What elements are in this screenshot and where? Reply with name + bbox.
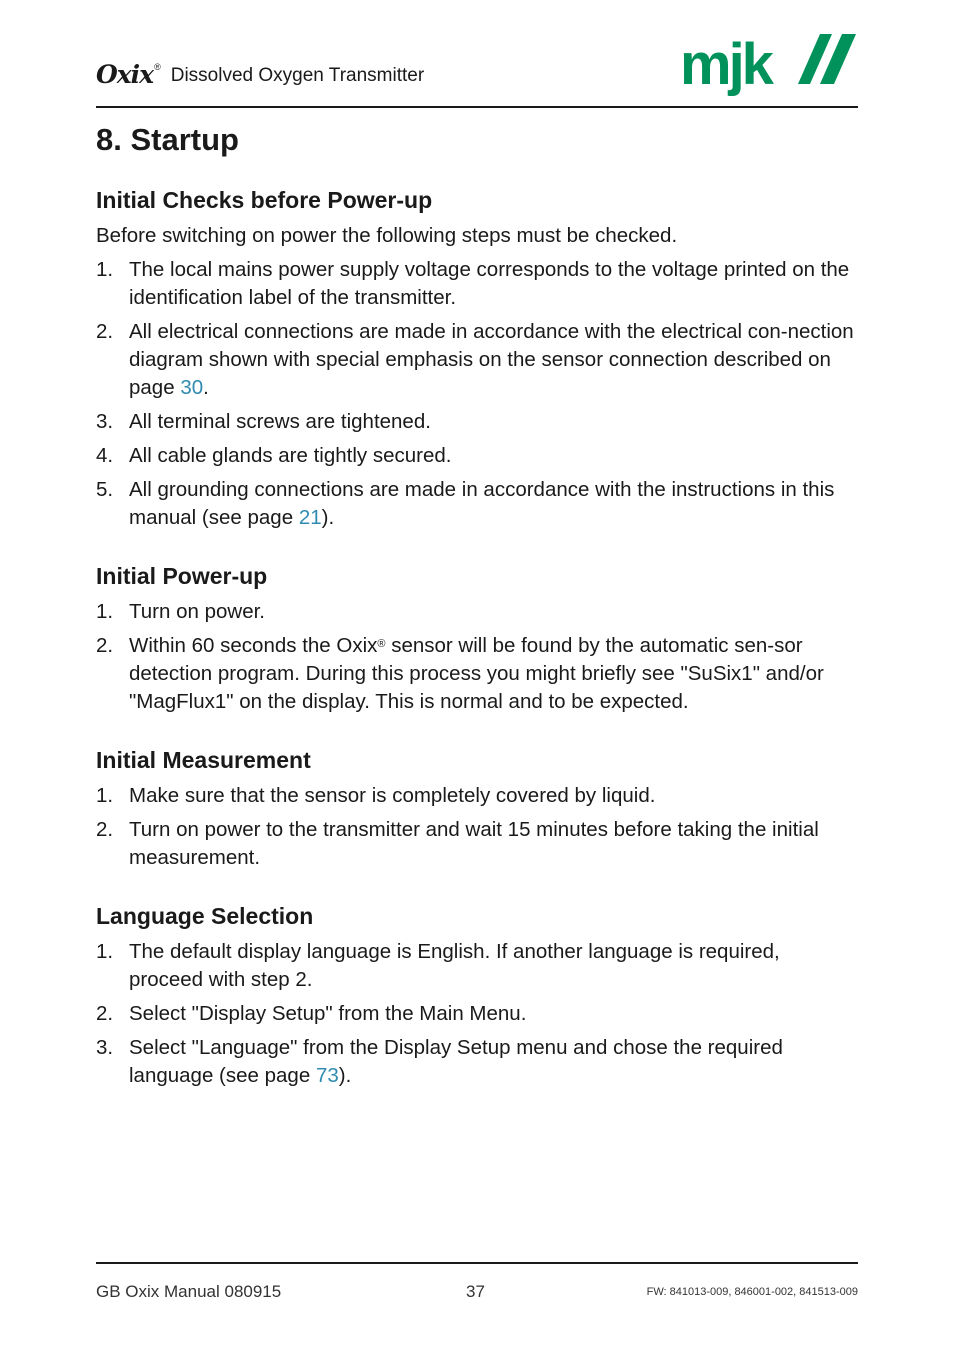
list-item	[96, 476, 856, 532]
list-number: 4.	[96, 444, 114, 467]
item-text-end: .	[203, 376, 209, 399]
section	[96, 184, 856, 532]
item-text: Within 60 seconds the Oxix	[129, 634, 378, 657]
list-number: 1.	[96, 258, 114, 281]
section-heading: Initial Checks before Power-up	[96, 187, 433, 213]
list-number: 2.	[96, 634, 114, 657]
section	[96, 560, 856, 716]
section-heading: Language Selection	[96, 903, 314, 929]
list-item	[96, 938, 856, 994]
list-number: 2.	[96, 818, 114, 841]
page-title: 8. Startup	[96, 122, 239, 157]
item-text-end: ).	[338, 1064, 352, 1087]
item-text-end: ).	[321, 506, 335, 529]
oxix-logo: Oxix	[96, 60, 154, 89]
page-header	[96, 30, 858, 108]
list-item	[96, 816, 856, 872]
page-number: 37	[466, 1282, 485, 1301]
list-item	[96, 408, 856, 436]
section-heading: Initial Power-up	[96, 563, 268, 589]
numbered-list	[96, 782, 856, 872]
list-number: 3.	[96, 1036, 114, 1059]
list-number: 3.	[96, 410, 114, 433]
registered-mark: ®	[154, 62, 161, 72]
item-text: All electrical connections are made in accordance with the electrical con-nection diagram shown with special emphasis on the sensor connection described on page	[129, 320, 854, 399]
section	[96, 744, 856, 872]
page-reference-link[interactable]: 21	[298, 506, 322, 529]
list-item	[96, 1000, 856, 1028]
list-item	[96, 442, 856, 470]
manual-id: GB Oxix Manual 080915	[96, 1282, 282, 1301]
mjk-logo	[680, 32, 858, 102]
numbered-list	[96, 938, 856, 1090]
product-name: Dissolved Oxygen Transmitter	[170, 65, 425, 86]
item-text: The local mains power supply voltage corresponds to the voltage printed on the identification label of the transmitter.	[129, 258, 850, 309]
firmware-versions: FW: 841013-009, 846001-002, 841513-009	[646, 1286, 858, 1298]
item-text: All grounding connections are made in accordance with the instructions in this manual (see page	[129, 478, 835, 529]
list-number: 2.	[96, 320, 114, 343]
list-item	[96, 632, 856, 716]
item-text: Select "Display Setup" from the Main Menu.	[129, 1002, 527, 1025]
list-item	[96, 598, 856, 626]
page-reference-link[interactable]: 73	[315, 1064, 339, 1087]
main-content	[96, 184, 856, 1118]
page-footer	[96, 1262, 858, 1314]
section-heading: Initial Measurement	[96, 747, 311, 773]
list-number: 5.	[96, 478, 114, 501]
item-text: sensor will be found by the automatic sen-sor detection program. During this process you might briefly see "SuSix1" and/or "MagFlux1" on the display. This is normal and to be expected.	[129, 634, 824, 713]
section-intro: Before switching on power the following steps must be checked.	[96, 224, 678, 247]
list-number: 1.	[96, 600, 114, 623]
item-text: Turn on power.	[129, 600, 265, 623]
item-text: Select "Language" from the Display Setup menu and chose the required language (see page	[129, 1036, 783, 1087]
list-number: 1.	[96, 784, 114, 807]
list-item	[96, 318, 856, 402]
mjk-logo-text: mjk	[680, 32, 771, 97]
list-number: 2.	[96, 1002, 114, 1025]
numbered-list	[96, 256, 856, 532]
item-text: The default display language is English. If another language is required, proceed with step 2.	[129, 940, 780, 991]
numbered-list	[96, 598, 856, 716]
brand	[96, 62, 424, 88]
item-text: Turn on power to the transmitter and wait 15 minutes before taking the initial measurement.	[129, 818, 819, 869]
list-item	[96, 782, 856, 810]
page-reference-link[interactable]: 30	[180, 376, 204, 399]
list-item	[96, 1034, 856, 1090]
list-number: 1.	[96, 940, 114, 963]
item-text: All terminal screws are tightened.	[129, 410, 431, 433]
list-item	[96, 256, 856, 312]
section	[96, 900, 856, 1090]
item-text: All cable glands are tightly secured.	[129, 444, 452, 467]
registered-mark: ®	[377, 638, 386, 650]
item-text: Make sure that the sensor is completely covered by liquid.	[129, 784, 656, 807]
